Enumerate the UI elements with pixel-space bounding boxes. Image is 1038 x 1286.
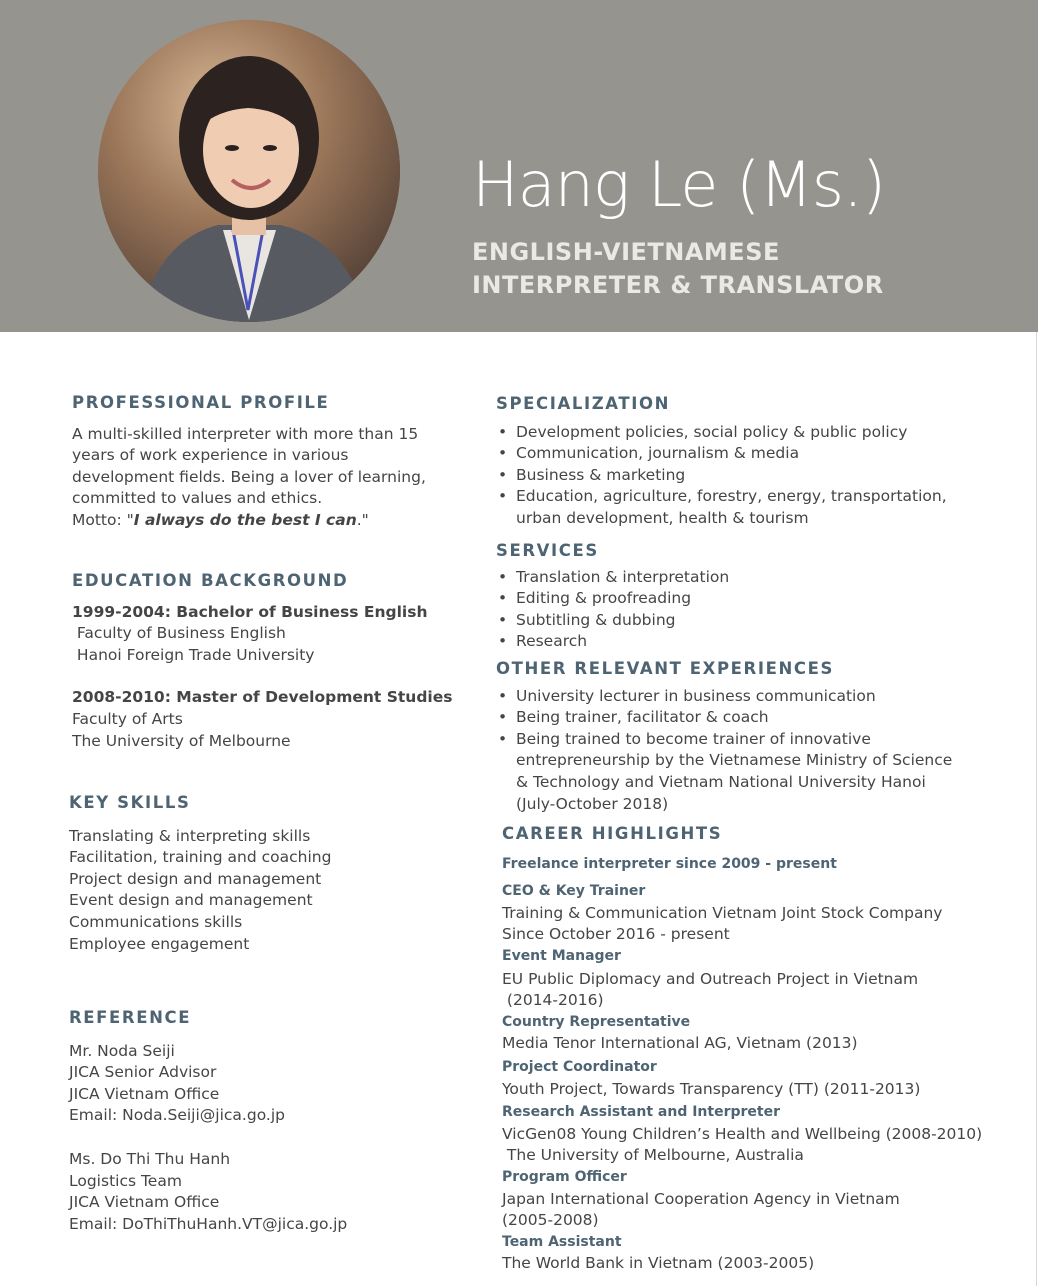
- profile-line: A multi-skilled interpreter with more than 15: [72, 424, 419, 443]
- career-role-detail: Media Tenor International AG, Vietnam (2013): [502, 1034, 858, 1053]
- reference-name: Mr. Noda Seiji: [69, 1041, 175, 1060]
- education-title: 2008-2010: Master of Development Studies: [72, 688, 453, 707]
- profile-motto: Motto: "I always do the best I can.": [72, 510, 369, 529]
- career-role-title: Event Manager: [502, 947, 621, 964]
- profile-photo: [98, 20, 400, 322]
- reference-role: Logistics Team: [69, 1171, 182, 1190]
- specialization-item: • Communication, journalism & media: [496, 443, 947, 465]
- services-section: [496, 540, 729, 653]
- section-heading: SPECIALIZATION: [496, 394, 671, 413]
- education-school: Hanoi Foreign Trade University: [72, 645, 315, 664]
- career-role-detail: (2005-2008): [502, 1211, 599, 1230]
- career-role-detail: (2014-2016): [502, 991, 604, 1010]
- education-section: [72, 570, 452, 752]
- title-line-1: ENGLISH-VIETNAMESE: [472, 238, 780, 266]
- section-heading: EDUCATION BACKGROUND: [72, 571, 349, 590]
- profile-line: development fields. Being a lover of learning,: [72, 467, 426, 486]
- reference-section: [69, 1007, 347, 1235]
- title-line-2: INTERPRETER & TRANSLATOR: [472, 271, 884, 299]
- key-skills-section: [69, 792, 331, 955]
- career-role-title: CEO & Key Trainer: [502, 883, 646, 900]
- experience-item: • Being trained to become trainer of innovative entrepreneurship by the Vietnamese Ministry of Science & Technology and Vietnam National University Hanoi (July-October 2018): [496, 729, 952, 815]
- service-item: • Research: [496, 631, 729, 653]
- reference-org: JICA Vietnam Office: [69, 1193, 220, 1212]
- service-item: • Editing & proofreading: [496, 588, 729, 610]
- education-faculty: Faculty of Business English: [72, 624, 286, 643]
- education-title: 1999-2004: Bachelor of Business English: [72, 602, 428, 621]
- reference-email: Email: Noda.Seiji@jica.go.jp: [69, 1106, 285, 1125]
- specialization-section: [496, 393, 947, 530]
- career-role-detail: The World Bank in Vietnam (2003-2005): [502, 1254, 815, 1273]
- candidate-name: Hang Le (Ms.): [472, 148, 886, 221]
- section-heading: CAREER HIGHLIGHTS: [502, 824, 723, 843]
- freelance-line: Freelance interpreter since 2009 - present: [502, 855, 837, 872]
- reference-org: JICA Vietnam Office: [69, 1084, 220, 1103]
- career-role-detail: Training & Communication Vietnam Joint Stock Company: [502, 903, 943, 922]
- education-faculty: Faculty of Arts: [72, 709, 183, 728]
- reference-email: Email: DoThiThuHanh.VT@jica.go.jp: [69, 1214, 348, 1233]
- career-role-detail: Youth Project, Towards Transparency (TT) (2011-2013): [502, 1079, 921, 1098]
- career-highlights-section: [502, 823, 982, 1275]
- career-role-title: Project Coordinator: [502, 1058, 657, 1075]
- career-role-detail: Japan International Cooperation Agency in Vietnam: [502, 1189, 900, 1208]
- professional-profile-section: [72, 392, 426, 532]
- reference-name: Ms. Do Thi Thu Hanh: [69, 1149, 231, 1168]
- career-role-title: Team Assistant: [502, 1233, 622, 1250]
- education-school: The University of Melbourne: [72, 731, 291, 750]
- specialization-item: • Education, agriculture, forestry, energy, transportation, urban development, health & tourism: [496, 486, 947, 529]
- career-role-title: Country Representative: [502, 1013, 691, 1030]
- career-role-detail: Since October 2016 - present: [502, 925, 730, 944]
- section-heading: OTHER RELEVANT EXPERIENCES: [496, 659, 834, 678]
- section-heading: KEY SKILLS: [69, 793, 191, 812]
- career-role-detail: VicGen08 Young Children’s Health and Wellbeing (2008-2010): [502, 1124, 983, 1143]
- motto-text: I always do the best I can: [133, 510, 357, 529]
- career-role-title: Research Assistant and Interpreter: [502, 1104, 780, 1121]
- section-heading: REFERENCE: [69, 1008, 192, 1027]
- skill-item: Communications skills: [69, 912, 243, 931]
- other-experiences-section: [496, 658, 952, 815]
- section-heading: SERVICES: [496, 541, 599, 560]
- reference-role: JICA Senior Advisor: [69, 1063, 217, 1082]
- skill-item: Employee engagement: [69, 934, 250, 953]
- service-item: • Translation & interpretation: [496, 567, 729, 589]
- experience-item: • Being trainer, facilitator & coach: [496, 707, 952, 729]
- skill-item: Facilitation, training and coaching: [69, 848, 332, 867]
- skill-item: Translating & interpreting skills: [69, 826, 311, 845]
- skill-item: Project design and management: [69, 869, 322, 888]
- candidate-title: [472, 236, 884, 302]
- specialization-item: • Development policies, social policy & public policy: [496, 422, 947, 444]
- header-banner: [0, 0, 1038, 332]
- skill-item: Event design and management: [69, 891, 313, 910]
- career-role-detail: EU Public Diplomacy and Outreach Project in Vietnam: [502, 969, 919, 988]
- career-role-detail: The University of Melbourne, Australia: [502, 1146, 804, 1165]
- specialization-item: • Business & marketing: [496, 465, 947, 487]
- profile-line: years of work experience in various: [72, 446, 349, 465]
- page-edge-divider: [1036, 332, 1037, 1286]
- section-heading: PROFESSIONAL PROFILE: [72, 393, 330, 412]
- profile-line: committed to values and ethics.: [72, 489, 323, 508]
- experience-item: • University lecturer in business communication: [496, 686, 952, 708]
- career-role-title: Program Officer: [502, 1168, 627, 1185]
- service-item: • Subtitling & dubbing: [496, 610, 729, 632]
